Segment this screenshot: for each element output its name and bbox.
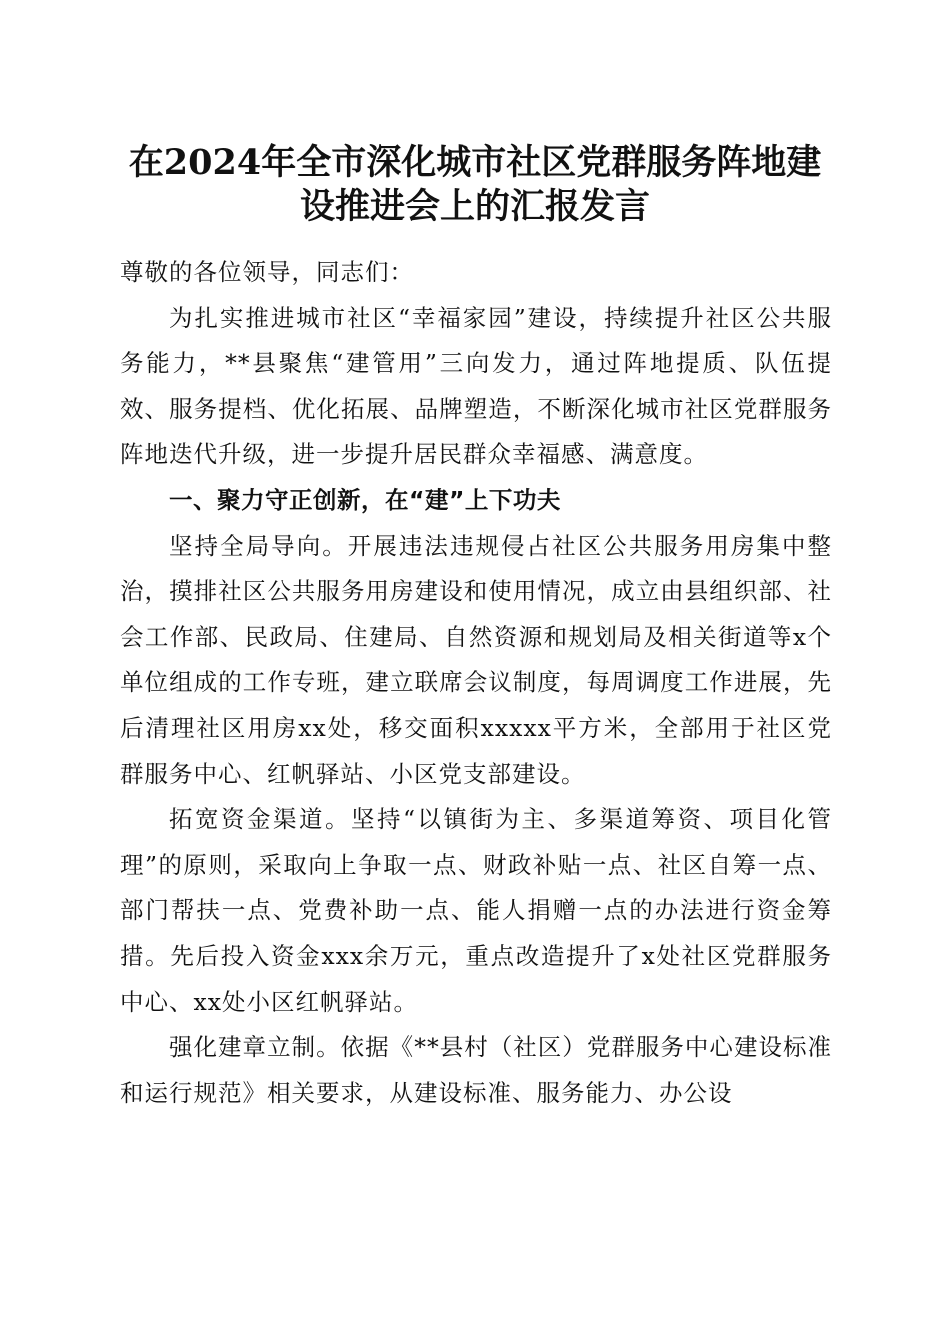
section1-paragraph-1: 坚持全局导向。开展违法违规侵占社区公共服务用房集中整治，摸排社区公共服务用房建设和使用情况，成立由县组织部、社会工作部、民政局、住建局、自然资源和规划局及相关街道等x个单位组成的工作专班，建立联席会议制度，每周调度工作进展，先后清理社区用房xx处，移交面积xxxxx平方米，全部用于社区党群服务中心、红帆驿站、小区党支部建设。	[120, 531, 832, 788]
intro-paragraph: 为扎实推进城市社区“幸福家园”建设，持续提升社区公共服务能力，**县聚焦“建管用”三向发力，通过阵地提质、队伍提效、服务提档、优化拓展、品牌塑造，不断深化城市社区党群服务阵地迭代升级，进一步提升居民群众幸福感、满意度。	[120, 303, 832, 469]
title-line-1: 在2024年全市深化城市社区党群服务阵地建	[128, 142, 822, 183]
section-heading-1: 一、聚力守正创新，在“建”上下功夫	[169, 485, 561, 514]
salutation: 尊敬的各位领导，同志们：	[120, 258, 414, 286]
document-body	[120, 250, 832, 1116]
section1-paragraph-2: 拓宽资金渠道。坚持“以镇街为主、多渠道筹资、项目化管理”的原则，采取向上争取一点、财政补贴一点、社区自筹一点、部门帮扶一点、党费补助一点、能人捐赠一点的办法进行资金筹措。先后投入资金xxx余万元，重点改造提升了x处社区党群服务中心、xx处小区红帆驿站。	[120, 805, 832, 1016]
section1-paragraph-3: 强化建章立制。依据《**县村（社区）党群服务中心建设标准和运行规范》相关要求，从建设标准、服务能力、办公设	[120, 1033, 832, 1107]
title-line-2: 设推进会上的汇报发言	[299, 186, 650, 227]
